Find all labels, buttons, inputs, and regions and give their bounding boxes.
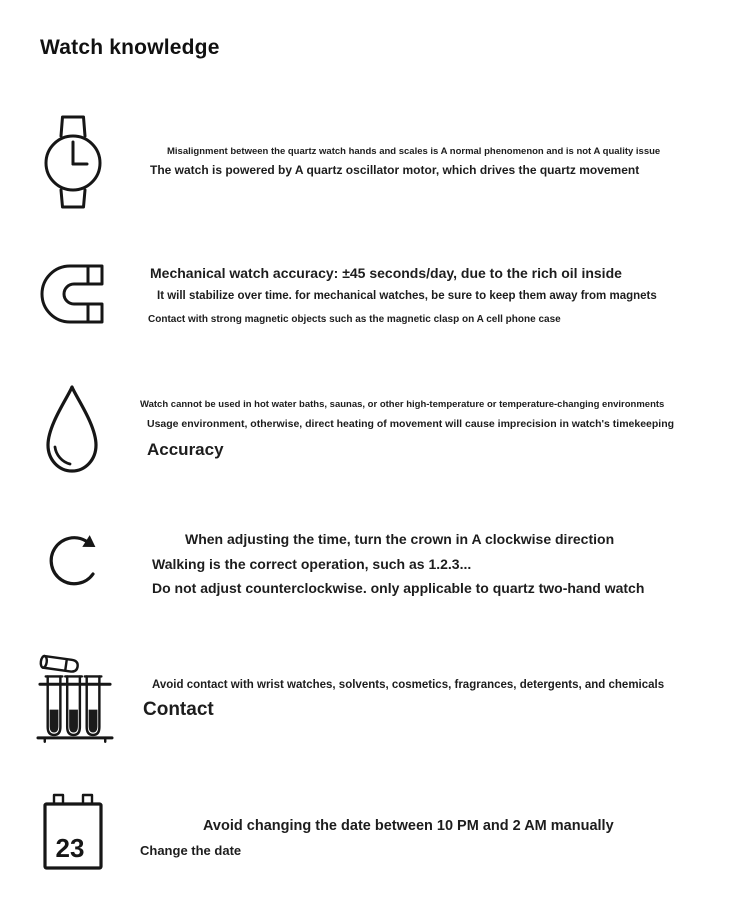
calendar-icon-svg xyxy=(42,790,104,872)
magnet-note: Contact with strong magnetic objects such as the magnetic clasp on A cell phone case xyxy=(148,314,561,325)
crown-line1: When adjusting the time, turn the crown in A clockwise direction xyxy=(185,531,615,547)
magnet-body: It will stabilize over time. for mechanical watches, be sure to keep them away from magnets xyxy=(157,290,657,302)
quartz-note: Misalignment between the quartz watch hands and scales is A normal phenomenon and is not A quality issue xyxy=(167,146,661,157)
temperature-note: Watch cannot be used in hot water baths, saunas, or other high-temperature or temperature-changing environments xyxy=(140,399,665,410)
wristwatch-icon-svg xyxy=(42,112,104,212)
calendar-icon xyxy=(42,790,104,872)
page-title: Watch knowledge xyxy=(40,36,220,59)
crown-line3: Do not adjust counterclockwise. only applicable to quartz two-hand watch xyxy=(152,580,645,596)
magnet-icon-svg xyxy=(40,262,106,326)
temperature-heading: Accuracy xyxy=(147,440,224,459)
magnet-headline: Mechanical watch accuracy: ±45 seconds/day, due to the rich oil inside xyxy=(150,265,622,281)
date-line2: Change the date xyxy=(140,843,242,858)
crown-line2: Walking is the correct operation, such as 1.2.3... xyxy=(152,556,472,572)
clockwise-arrow-icon xyxy=(42,520,110,596)
temperature-body: Usage environment, otherwise, direct heating of movement will cause imprecision in watch's timekeeping xyxy=(147,418,675,430)
test-tubes-icon xyxy=(36,645,114,743)
water-drop-icon-svg xyxy=(40,380,104,478)
test-tubes-icon-svg xyxy=(36,645,114,743)
quartz-body: The watch is powered by A quartz oscillator motor, which drives the quartz movement xyxy=(150,163,640,177)
calendar-day-number: 23 xyxy=(55,833,85,863)
date-line1: Avoid changing the date between 10 PM and 2 AM manually xyxy=(203,818,614,834)
magnet-icon xyxy=(40,262,106,326)
wristwatch-icon xyxy=(42,112,104,212)
water-drop-icon xyxy=(40,380,104,478)
clockwise-arrow-icon-svg xyxy=(42,520,110,596)
chemicals-heading: Contact xyxy=(143,699,214,720)
chemicals-body: Avoid contact with wrist watches, solvents, cosmetics, fragrances, detergents, and chemicals xyxy=(152,679,665,691)
